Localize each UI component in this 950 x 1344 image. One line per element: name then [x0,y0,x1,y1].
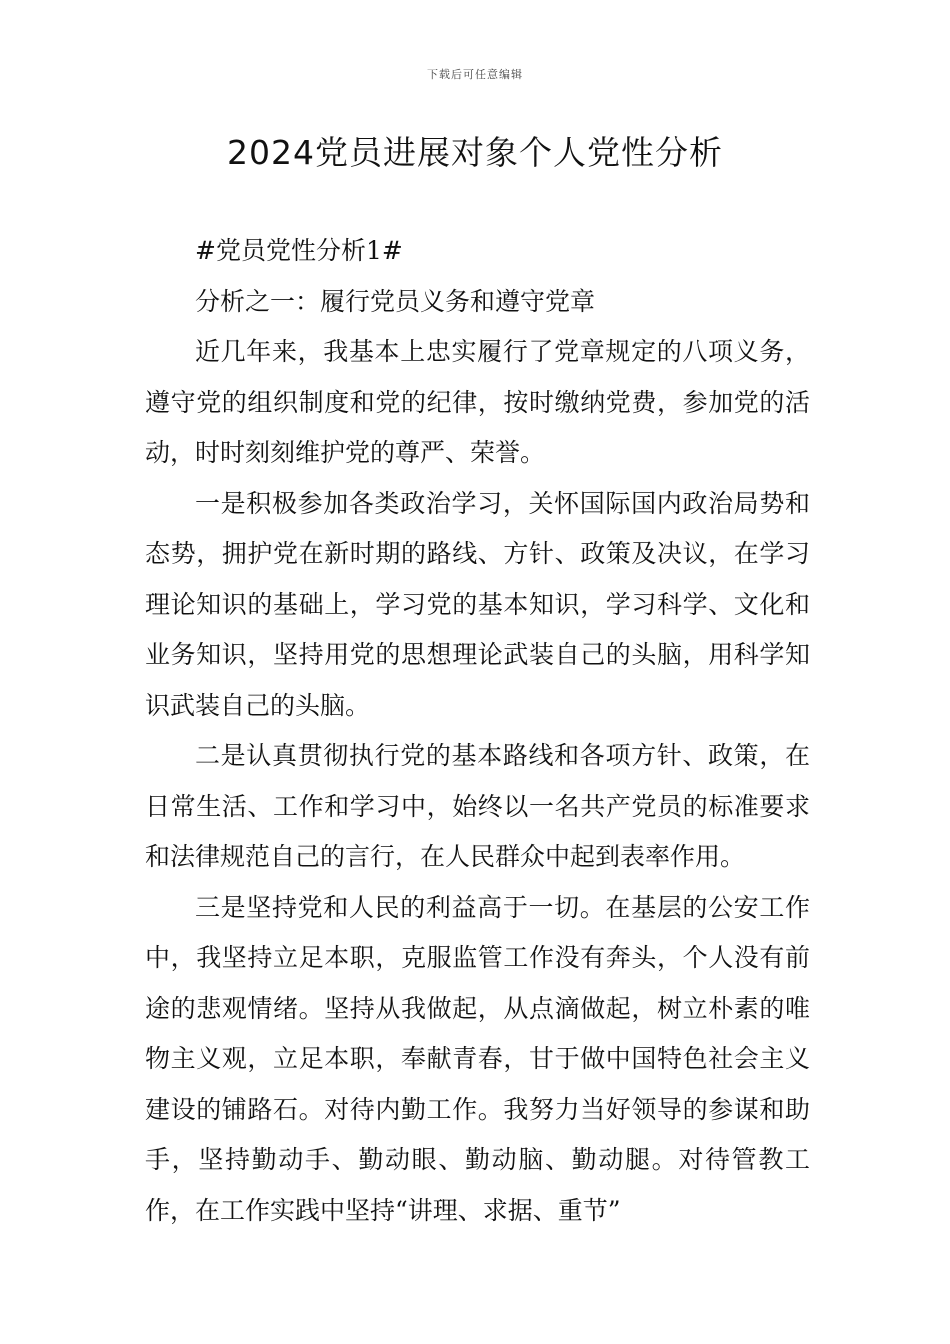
body-paragraph: 近几年来，我基本上忠实履行了党章规定的八项义务，遵守党的组织制度和党的纪律，按时缴纳党费，参加党的活动，时时刻刻维护党的尊严、荣誉。 [145,337,810,467]
body-paragraph: 三是坚持党和人民的利益高于一切。在基层的公安工作中，我坚持立足本职，克服监管工作没有奔头，个人没有前途的悲观情绪。坚持从我做起，从点滴做起，树立朴素的唯物主义观，立足本职，奉献青春，甘于做中国特色社会主义建设的铺路石。对待内勤工作。我努力当好领导的参谋和助手，坚持勤动手、勤动眼、勤动脑、勤动腿。对待管教工作，在工作实践中坚持“讲理、求据、重节” [145,892,810,1225]
body-paragraph: 二是认真贯彻执行党的基本路线和各项方针、政策，在日常生活、工作和学习中，始终以一名共产党员的标准要求和法律规范自己的言行，在人民群众中起到表率作用。 [145,741,810,871]
document-title: 2024党员进展对象个人党性分析 [227,133,723,172]
body-paragraph: 一是积极参加各类政治学习，关怀国际国内政治局势和态势，拥护党在新时期的路线、方针、政策及决议，在学习理论知识的基础上，学习党的基本知识，学习科学、文化和业务知识，坚持用党的思想理论武装自己的头脑，用科学知识武装自己的头脑。 [145,488,810,720]
subsection-heading: 分析之一：履行党员义务和遵守党章 [195,286,596,316]
header-note: 下载后可任意编辑 [427,68,523,81]
document-body [145,226,810,1236]
section-heading: #党员党性分析1# [195,236,403,265]
